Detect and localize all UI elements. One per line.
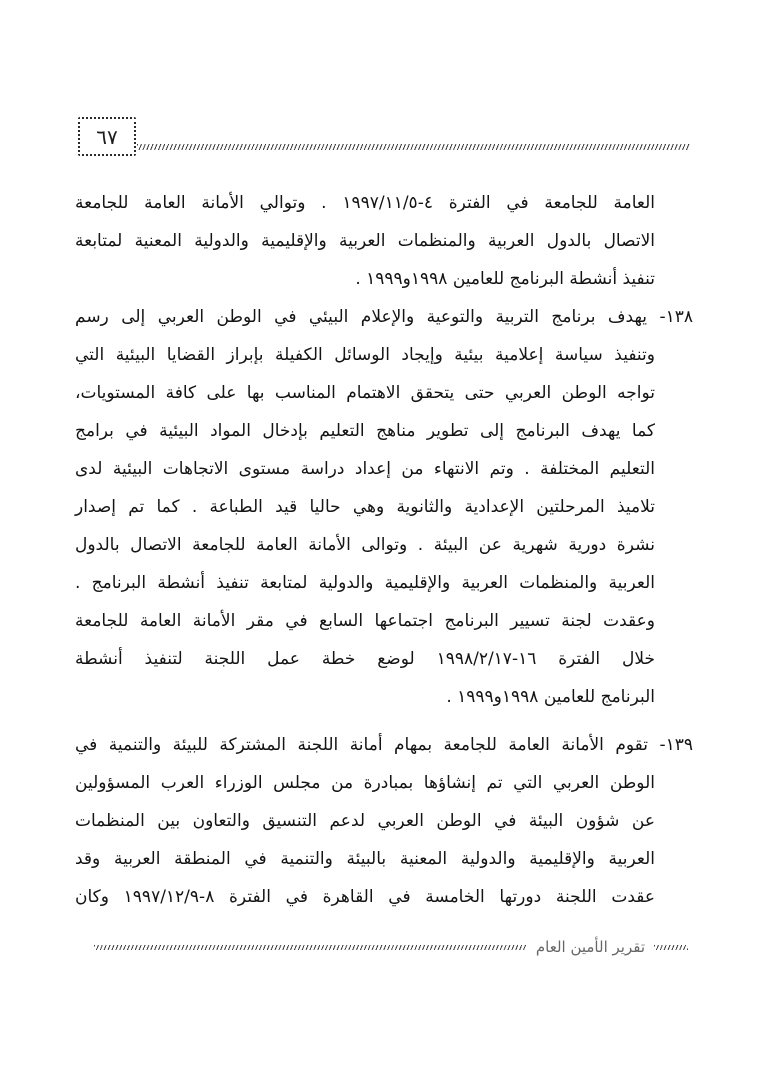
footer-rule-right	[654, 945, 688, 950]
text-line: تواجه الوطن العربي حتى يتحقق الاهتمام المناسب بها على كافة المستويات،	[75, 383, 655, 403]
text-line: خلال الفترة ١٦-١٩٩٨/٢/١٧ لوضع خطة عمل اللجنة لتنفيذ أنشطة	[75, 649, 655, 669]
text-line: البرنامج للعامين ١٩٩٨و١٩٩٩ .	[446, 687, 655, 707]
text-line: عقدت اللجنة دورتها الخامسة في القاهرة في الفترة ٨-١٩٩٧/١٢/٩ وكان	[75, 887, 655, 907]
paragraph-139	[75, 726, 693, 916]
footer-title: تقرير الأمين العام	[535, 938, 645, 956]
text-line: وتنفيذ سياسة إعلامية بيئية وإيجاد الوسائل الكفيلة بإبراز القضايا البيئية التي	[75, 345, 655, 365]
page-footer	[94, 936, 688, 958]
text-line: عن شؤون البيئة في الوطن العربي لدعم التنسيق والتعاون بين المنظمات	[75, 811, 655, 831]
text-line: تنفيذ أنشطة البرنامج للعامين ١٩٩٨و١٩٩٩ .	[355, 269, 655, 289]
text-line: نشرة دورية شهرية عن البيئة . وتوالى الأمانة العامة للجامعة الاتصال بالدول	[75, 535, 655, 555]
text-line: كما يهدف البرنامج إلى تطوير مناهج التعليم بإدخال المواد البيئية في برامج	[75, 421, 655, 441]
text-line: تلاميذ المرحلتين الإعدادية والثانوية وهي حاليا قيد الطباعة . كما تم إصدار	[75, 497, 655, 517]
paragraph-138	[75, 298, 693, 716]
page-number-box	[78, 117, 136, 156]
text-line: العامة للجامعة في الفترة ٤-١٩٩٧/١١/٥ . وتوالي الأمانة العامة للجامعة	[75, 193, 656, 213]
text-line: ١٣٨- يهدف برنامج التربية والتوعية والإعلام البيئي في الوطن العربي إلى رسم	[75, 307, 693, 327]
page-number: ٦٧	[96, 124, 118, 149]
text-line: التعليم المختلفة . وتم الانتهاء من إعداد دراسة مستوى الاتجاهات البيئية لدى	[75, 459, 655, 479]
text-line: ١٣٩- تقوم الأمانة العامة للجامعة بمهام أمانة اللجنة المشتركة للبيئة والتنمية في	[75, 735, 693, 755]
text-line: العربية والإقليمية والدولية المعنية بالبيئة والتنمية في المنطقة العربية وقد	[75, 849, 655, 869]
text-line: الاتصال بالدول العربية والمنظمات العربية والإقليمية والدولية المعنية لمتابعة	[75, 231, 655, 251]
text-line: الوطن العربي التي تم إنشاؤها بمبادرة من مجلس الوزراء العرب المسؤولين	[75, 773, 655, 793]
document-body	[75, 184, 693, 916]
text-line: وعقدت لجنة تسيير البرنامج اجتماعها السابع في مقر الأمانة العامة للجامعة	[75, 611, 655, 631]
footer-rule-left	[94, 945, 527, 950]
header-rule	[137, 144, 690, 150]
paragraph-continuation	[75, 184, 693, 298]
text-line: العربية والمنظمات العربية والإقليمية والدولية لمتابعة تنفيذ أنشطة البرنامج .	[75, 573, 655, 593]
